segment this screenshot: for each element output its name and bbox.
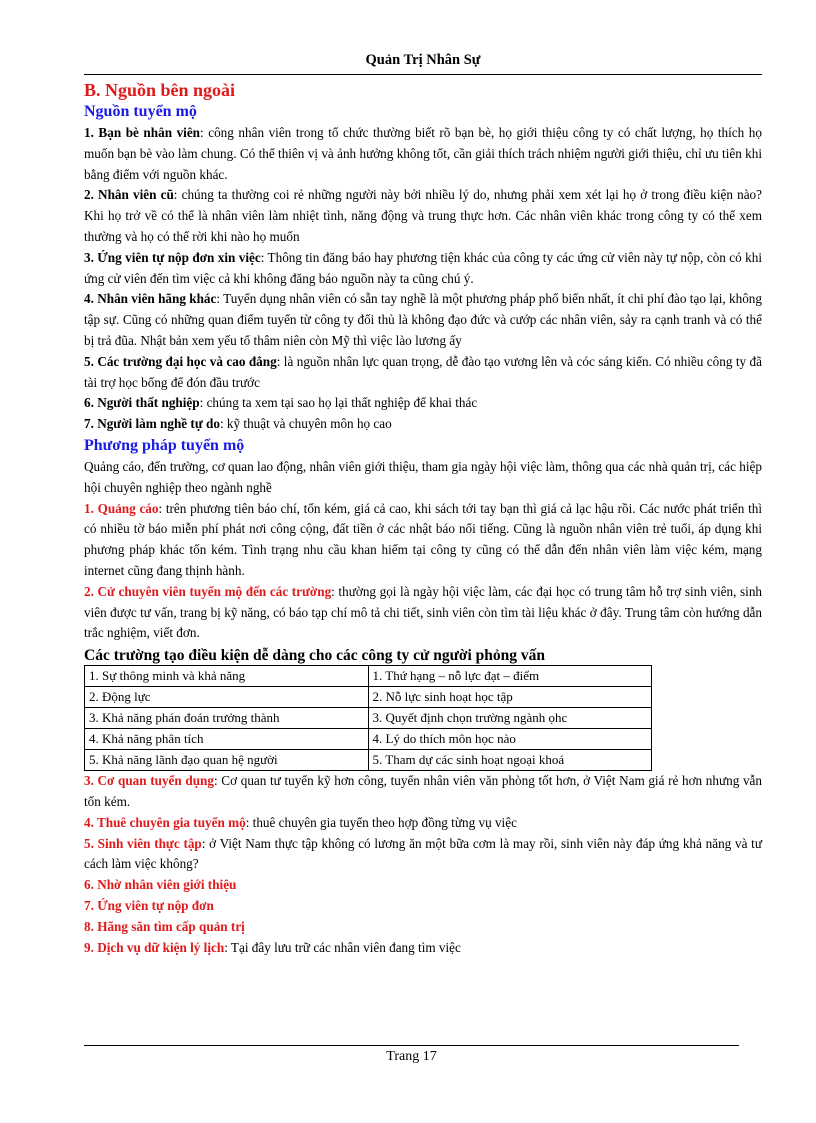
source-item: 3. Ứng viên tự nộp đơn xin việc: Thông tin đăng báo hay phương tiện khác của công ty các ứng cử viên này tự nộp, còn có khi ứng cử viên đến tìm việc cả khi không đăng báo nguồn này ta cũng chú ý. — [84, 249, 762, 286]
source-item: 7. Người làm nghề tự do: kỹ thuật và chuyên môn họ cao — [84, 416, 392, 432]
table-row — [85, 666, 652, 687]
table-cell: 3. Khả năng phán đoán trưởng thành — [85, 708, 369, 729]
table-title: Các trường tạo điều kiện dễ dàng cho các công ty cử người phỏng vấn — [84, 647, 546, 665]
table-row — [85, 708, 652, 729]
table-cell: 1. Sự thông minh và khả năng — [85, 666, 369, 687]
method-item-agency: 3. Cơ quan tuyển dụng: Cơ quan tư tuyển kỹ hơn công, tuyển nhân viên văn phòng tốt hơn, ở Việt Nam giá rẻ hơn nhưng vẫn tốn kém. — [84, 773, 762, 809]
table-cell: 2. Nỗ lực sinh hoạt học tập — [368, 687, 652, 708]
table-row — [85, 729, 652, 750]
sources-heading: Nguồn tuyển mộ — [84, 103, 197, 120]
table-cell: 5. Tham dự các sinh hoạt ngoại khoá — [368, 750, 652, 771]
source-item: 2. Nhân viên cũ: chúng ta thường coi rẻ những người này bởi nhiều lý do, nhưng phải xem xét lại họ ở trong điều kiện nào? Khi họ trở về có thể là nhân viên làm nhiệt tình, năng động và trung thực hơn. Các nhân viên khác trong công ty có thể xem thường và họ có thể rời khi nào họ muốn — [84, 187, 762, 244]
source-item: 5. Các trường đại học và cao đẳng: là nguồn nhân lực quan trọng, dễ đào tạo vương lên và cóc sáng kiến. Có nhiều công ty đã tài trợ học bổng để đón đầu trước — [84, 353, 762, 390]
page-header-title: Quản Trị Nhân Sự — [365, 52, 481, 68]
table-row — [85, 687, 652, 708]
method-item-headhunter: 4. Thuê chuyên gia tuyển mộ: thuê chuyên gia tuyển theo hợp đồng từng vụ việc — [84, 814, 517, 830]
method-item-campus: 2. Cử chuyên viên tuyển mộ đến các trường: thường gọi là ngày hội việc làm, các đại học có trung tâm hỗ trợ sinh viên, sinh viên được tư vấn, trang bị kỹ năng, có báo tạp chí mô tả chi tiết, sinh viên còn tìm tài liệu khác ở đây. Trung tâm còn hướng dẫn trắc nghiệm, viết đơn. — [84, 583, 763, 641]
interview-criteria-table — [84, 665, 652, 771]
source-item: 6. Người thất nghiệp: chúng ta xem tại sao họ lại thất nghiệp để khai thác — [84, 395, 478, 411]
table-cell: 3. Quyết định chọn trường ngành ọhc — [368, 708, 652, 729]
table-cell: 5. Khả năng lãnh đạo quan hệ người — [85, 750, 369, 771]
method-item-self-apply: 7. Ứng viên tự nộp đơn — [84, 897, 214, 913]
table-cell: 4. Lý do thích môn học nào — [368, 729, 652, 750]
header-divider — [84, 74, 762, 75]
page-content — [84, 79, 762, 958]
table-cell: 2. Động lực — [85, 687, 369, 708]
page-number: Trang 17 — [386, 1049, 437, 1064]
section-title: B. Nguồn bên ngoài — [84, 80, 236, 100]
source-item: 4. Nhân viên hãng khác: Tuyển dụng nhân viên có sẵn tay nghề là một phương pháp phổ biến nhất, ít chi phí đào tạo lại, không tập sự. Cũng có những quan điểm tuyển từ công ty đối thủ là không đạo đức và cướp các nhân viên, sảy ra cạnh tranh và có thể bị trả đũa. Nhật bản xem yếu tố thâm niên còn Mỹ thì việc lào lương ấy — [84, 291, 762, 348]
methods-heading: Phương pháp tuyển mộ — [84, 436, 245, 454]
table-row — [85, 750, 652, 771]
method-item-exec-search: 8. Hãng săn tìm cấp quản trị — [84, 918, 245, 934]
footer-divider — [84, 1045, 739, 1046]
method-item-advertising: 1. Quảng cáo: trên phương tiên báo chí, tốn kém, giá cả cao, khi sách tới tay bạn thì giá cả lạc hậu rồi. Các nước phát triển thì có nhiều tờ báo miễn phí phát nơi công cộng, đất tiền ở các nhật báo nổi tiếng. Cũng là nguồn nhân viên trẻ tuổi, áp dụng khi phương pháp khác tốn kém. Tình trạng nhu cầu khan hiếm tại công ty cũng có thể dẫn đến nhân viên làm việc kém, mạng internet cũng đang thịnh hành. — [84, 500, 762, 578]
method-item-intern: 5. Sinh viên thực tập: ở Việt Nam thực tập không có lương ăn một bữa cơm là may rồi, sinh viên này đáp ứng khả năng và tư cách làm việc không? — [84, 835, 762, 872]
method-item-resume-service: 9. Dịch vụ dữ kiện lý lịch: Tại đây lưu trữ các nhân viên đang tìm việc — [84, 939, 461, 955]
table-cell: 4. Khả năng phân tích — [85, 729, 369, 750]
method-item-referral: 6. Nhờ nhân viên giới thiệu — [84, 877, 237, 893]
table-cell: 1. Thứ hạng – nỗ lực đạt – điểm — [368, 666, 652, 687]
source-item: 1. Bạn bè nhân viên: công nhân viên trong tổ chức thường biết rõ bạn bè, họ giới thiệu công ty có chất lượng, họ thích họ muốn bạn bè vào làm chung. Có thể thiên vị và ảnh hưởng không tốt, cần giải thích trách nhiệm người giới thiệu, chỉ ưu tiên khi bằng điểm với nguồn khác. — [84, 125, 762, 182]
methods-intro: Quảng cáo, đến trường, cơ quan lao động, nhân viên giới thiệu, tham gia ngày hội việc làm, thông qua các nhà quản trị, các hiệp hội chuyên nghiệp theo ngành nghề — [84, 458, 762, 495]
